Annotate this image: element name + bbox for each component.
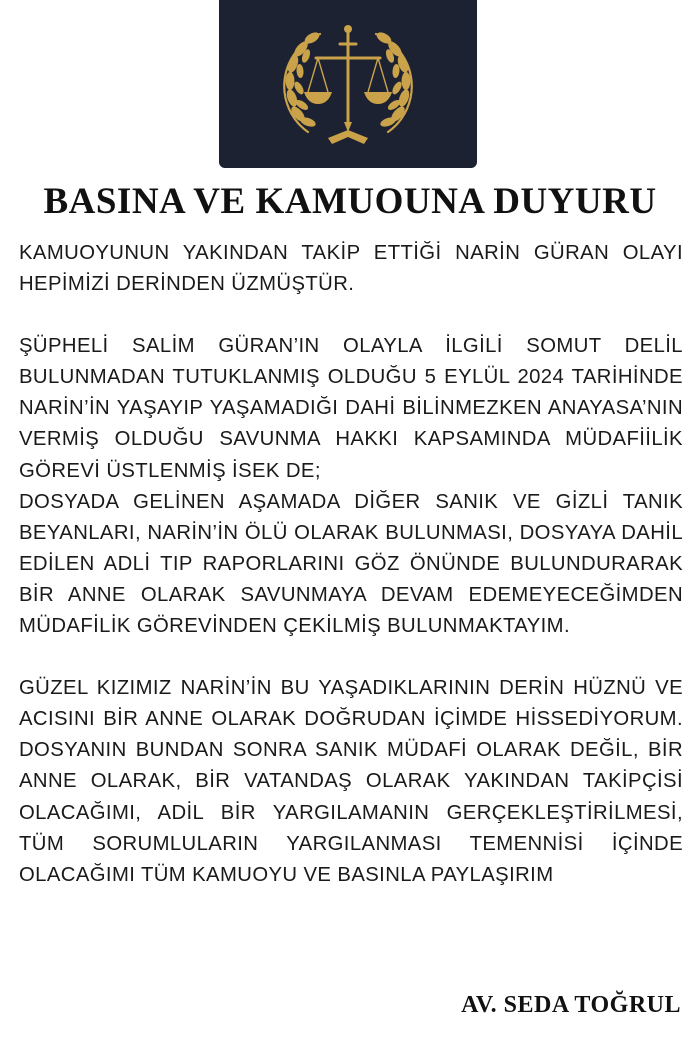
paragraph-2: ŞÜPHELİ SALİM GÜRAN’IN OLAYLA İLGİLİ SOMUT DELİL BULUNMADAN TUTUKLANMIŞ OLDUĞU 5 EYLÜL 2024 TARİHİNDE NARİN’İN YAŞAYIP YAŞAMADIĞI DAHİ BİLİNMEZKEN ANAYASA’NIN VERMİŞ OLDUĞU SAVUNMA HAKKI KAPSAMINDA MÜDAFİİLİK GÖREVİ ÜSTLENMİŞ İSEK DE;	[19, 335, 683, 482]
signature: AV. SEDA TOĞRUL	[461, 992, 681, 1018]
logo-banner	[219, 0, 477, 168]
paragraph-4: GÜZEL KIZIMIZ NARİN’İN BU YAŞADIKLARININ DERİN HÜZNÜ VE ACISINI BİR ANNE OLARAK DOĞRUDAN İÇİMDE HİSSEDİYORUM. DOSYANIN BUNDAN SONRA SANIK MÜDAFİ OLARAK DEĞİL, BİR ANNE OLARAK, BİR VATANDAŞ OLARAK YAKINDAN TAKİPÇİSİ OLACAĞIMI, ADİL BİR YARGILAMANIN GERÇEKLEŞTİRİLMESİ, TÜM SORUMLULARIN YARGILANMASI TEMENNİSİ İÇİNDE OLACAĞIMI TÜM KAMUOYU VE BASINLA PAYLAŞIRIM	[19, 677, 683, 886]
paragraph-3: DOSYADA GELİNEN AŞAMADA DİĞER SANIK VE GİZLİ TANIK BEYANLARI, NARİN’İN ÖLÜ OLARAK BULUNMASI, DOSYAYA DAHİL EDİLEN ADLİ TIP RAPORLARINI GÖZ ÖNÜNDE BULUNDURARAK BİR ANNE OLARAK SAVUNMAYA DEVAM EDEMEYECEĞİMDEN MÜDAFİLİK GÖREVİNDEN ÇEKİLMİŞ BULUNMAKTAYIM.	[19, 490, 683, 638]
scales-of-justice-icon	[268, 14, 428, 158]
paragraph-1: KAMUOYUNUN YAKINDAN TAKİP ETTİĞİ NARİN GÜRAN OLAYI HEPİMİZİ DERİNDEN ÜZMÜŞTÜR.	[19, 242, 683, 296]
announcement-title: BASINA VE KAMUOUNA DUYURU	[43, 181, 657, 222]
announcement-body	[19, 238, 683, 891]
